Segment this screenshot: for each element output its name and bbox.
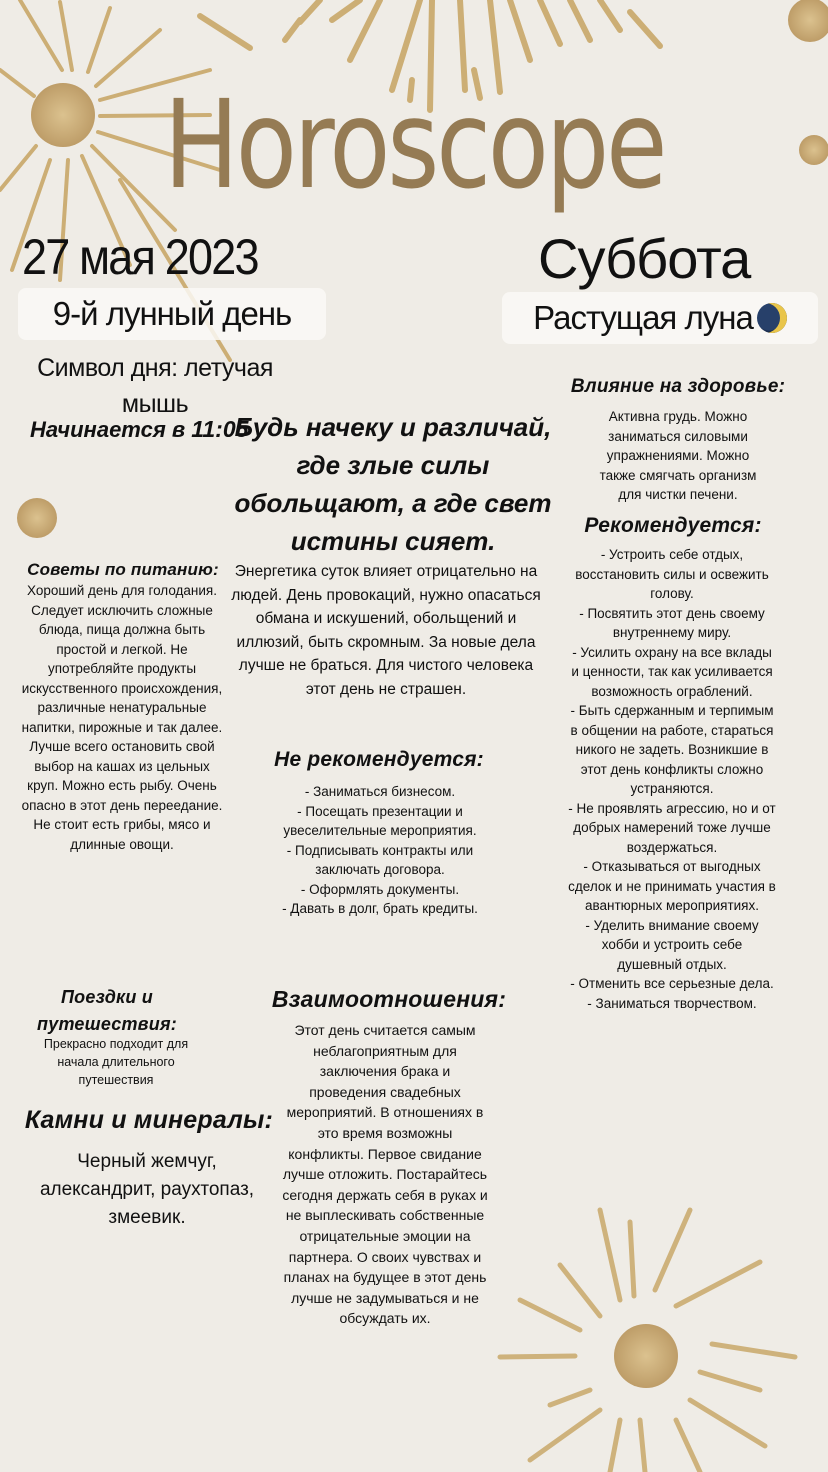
list-item: - Отказываться от выгодных сделок и не принимать участия в авантюрных мероприятиях. [568, 859, 776, 913]
list-item: - Устроить себе отдых, восстановить силы и освежить голову. [575, 547, 769, 601]
travel-text: Прекрасно подходит для начала длительного путешествия [43, 1037, 189, 1087]
symbol-of-day: Символ дня: летучая мышь [37, 354, 273, 418]
lunar-day-badge [18, 288, 326, 340]
list-item: - Подписывать контракты или заключать договора. [286, 842, 474, 877]
not-recommended-heading: Не рекомендуется: [274, 748, 484, 771]
list-item: - Посвятить этот день своему внутреннему миру. [579, 605, 765, 640]
start-time-value: 11:05 [191, 416, 249, 442]
page-title: Horoscope [163, 74, 665, 216]
moon-phase-badge [502, 292, 818, 344]
list-item: - Уделить внимание своему хобби и устроить себе душевный отдых. [585, 917, 759, 972]
not-recommended-list [270, 782, 490, 919]
start-time [30, 416, 248, 443]
start-time-label: Начинается в [30, 417, 186, 442]
list-item: - Не проявлять агрессию, но и от добрых намерений тоже лучше воздержаться. [568, 800, 776, 855]
recommended-list [568, 545, 776, 1013]
travel-heading: Поездки и путешествия: [37, 987, 177, 1034]
health-heading: Влияние на здоровье: [570, 376, 786, 397]
list-item: - Отменить все серьезные дела. [570, 976, 774, 991]
stones-text: Черный жемчуг, александрит, раухтопаз, змеевик. [39, 1151, 255, 1228]
list-item: - Заниматься творчеством. [587, 995, 757, 1011]
list-item: - Быть сдержанным и терпимым в общении на работе, стараться никого не задеть. Возникшие в этот день конфликты сложно устраняются. [570, 703, 774, 796]
stones-heading: Камни и минералы: [24, 1106, 274, 1134]
list-item: - Давать в долг, брать кредиты. [282, 901, 478, 916]
list-item: - Посещать презентации и увеселительные мероприятия. [283, 803, 477, 838]
waxing-crescent-moon-icon [757, 303, 787, 333]
list-item: - Заниматься бизнесом. [304, 784, 456, 799]
nutrition-text: Хороший день для голодания. Следует исключить сложные блюда, пища должна быть простой и легкой. Не употребляйте продукты искусственного происхождения, различные ненатуральные напитки, пирожные и так далее. Лучше всего остановить свой выбор на кашах из цельных круп. Можно есть рыбу. Очень опасно в этот день переедание. Не стоит есть грибы, мясо и длинные овощи. [21, 583, 223, 852]
energy-description: Энергетика суток влияет отрицательно на людей. День провокаций, нужно опасаться обмана и искушений, обольщений и иллюзий, быть скромным. За новые дела лучше не браться. Для чистого человека этот день не страшен. [231, 563, 541, 698]
health-text: Активна грудь. Можно заниматься силовыми упражнениями. Можно также смягчать организм для чистки печени. [599, 409, 757, 502]
relationships-heading: Взаимоотношения: [271, 986, 507, 1012]
list-item: - Оформлять документы. [300, 881, 460, 897]
recommended-heading: Рекомендуется: [584, 514, 762, 537]
motto-quote: Будь начеку и различай, где злые силы обольщают, а где свет истины сияет. [234, 412, 552, 556]
relationships-text: Этот день считается самым неблагоприятным для заключения брака и проведения свадебных мероприятий. В отношениях в это время возможны конфликты. Первое свидание лучше отложить. Постарайтесь сегодня держать себя в руках и не выплескивать собственные отрицательные эмоции на партнера. О своих чувствах и планах на будущее в этот день лучше не задумываться и не обсуждать их. [282, 1022, 488, 1327]
moon-phase-text: Растущая луна [533, 299, 753, 336]
weekday-label: Суббота [538, 227, 751, 290]
nutrition-heading: Советы по питанию: [27, 560, 219, 579]
list-item: - Усилить охрану на все вклады и ценности, так как усиливается возможность ограблений. [571, 644, 773, 699]
lunar-day-text: 9-й лунный день [52, 295, 292, 332]
date-label: 27 мая 2023 [22, 229, 258, 285]
